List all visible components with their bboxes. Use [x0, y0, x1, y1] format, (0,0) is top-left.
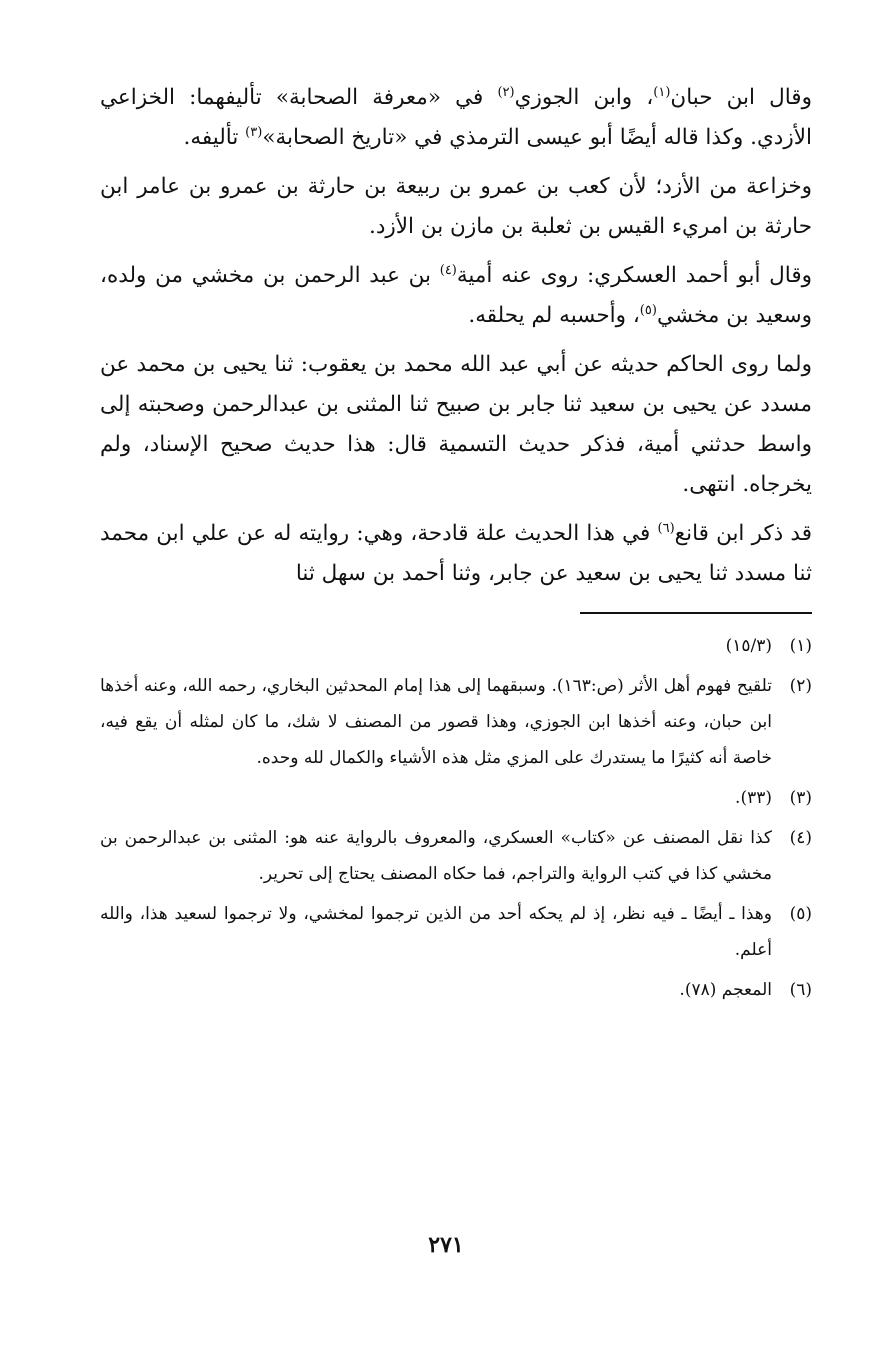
footnote-number: (٥) — [789, 904, 812, 924]
footnotes — [100, 628, 812, 1008]
footnote-number: (٢) — [789, 676, 812, 696]
footnote-reference: (٤) — [439, 262, 457, 278]
footnote-text: تلقيح فهوم أهل الأثر (ص:١٦٣). وسبقهما إلى هذا إمام المحدثين البخاري، رحمه الله، وعنه أخذها ابن حبان، وعنه أخذها ابن الجوزي، وهذا قصور من المصنف لا شك، ما كان لمثله أن يقع فيه، خاصة أنه كثيرًا ما يستدرك على المزي مثل هذه الأشياء والكمال لله وحده. — [100, 676, 772, 768]
footnote — [100, 820, 812, 892]
paragraph: وقال ابن حبان$^{(١)}$، وابن الجوزي$^{(٢)}$ في «معرفة الصحابة» تأليفهما: الخزاعي الأزدي. وكذا قاله أيضًا أبو عيسى الترمذي في «تاريخ الصحابة»$^{(٣)}$ تأليفه. — [100, 84, 812, 150]
footnote-text: (١٥/٣) — [725, 636, 772, 656]
book-page — [100, 78, 812, 1318]
footnote-reference: (٦) — [657, 520, 675, 536]
footnote-text: المعجم (٧٨). — [679, 980, 772, 1000]
footnote-number: (٣) — [789, 788, 812, 808]
paragraph: وقال أبو أحمد العسكري: روى عنه أمية$^{(٤)}$ بن عبد الرحمن بن مخشي من ولده، وسعيد بن مخشي$^{(٥)}$، وأحسبه لم يحلقه. — [100, 262, 812, 328]
footnote-number: (١) — [789, 636, 812, 656]
main-text — [100, 78, 812, 594]
paragraph: وخزاعة من الأزد؛ لأن كعب بن عمرو بن ربيعة بن حارثة بن عمرو بن عامر ابن حارثة بن امريء القيس بن ثعلبة بن مازن بن الأزد. — [100, 174, 812, 239]
footnote-separator — [580, 612, 812, 614]
footnote — [100, 972, 812, 1008]
footnote-number: (٤) — [789, 828, 812, 848]
footnote — [100, 780, 812, 816]
footnote — [100, 628, 812, 664]
footnote-reference: (٥) — [639, 302, 657, 318]
footnote-text: (٣٣). — [735, 788, 772, 808]
footnote — [100, 668, 812, 776]
footnote-reference: (٣) — [245, 124, 263, 140]
paragraph: ولما روى الحاكم حديثه عن أبي عبد الله محمد بن يعقوب: ثنا يحيى بن محمد عن مسدد عن يحيى بن سعيد ثنا جابر بن صبيح ثنا المثنى بن عبدالرحمن وصحبته إلى واسط حدثني أمية، فذكر حديث التسمية قال: هذا حديث صحيح الإسناد، ولم يخرجاه. انتهى. — [100, 352, 812, 497]
footnote-reference: (٢) — [497, 84, 515, 100]
footnote-text: وهذا ـ أيضًا ـ فيه نظر، إذ لم يحكه أحد من الذين ترجموا لمخشي، ولا ترجموا لسعيد هذا، والله أعلم. — [100, 904, 772, 960]
footnote-number: (٦) — [789, 980, 812, 1000]
footnote — [100, 896, 812, 968]
paragraph: قد ذكر ابن قانع$^{(٦)}$ في هذا الحديث علة قادحة، وهي: روايته له عن علي ابن محمد ثنا مسدد ثنا يحيى بن سعيد عن جابر، وثنا أحمد بن سهل ثنا — [100, 520, 812, 586]
footnote-reference: (١) — [653, 84, 671, 100]
footnote-text: كذا نقل المصنف عن «كتاب» العسكري، والمعروف بالرواية عنه هو: المثنى بن عبدالرحمن بن مخشي كذا في كتب الرواية والتراجم، فما حكاه المصنف يحتاج إلى تحرير. — [100, 828, 772, 884]
page-number: ٢٧١ — [428, 1232, 464, 1258]
